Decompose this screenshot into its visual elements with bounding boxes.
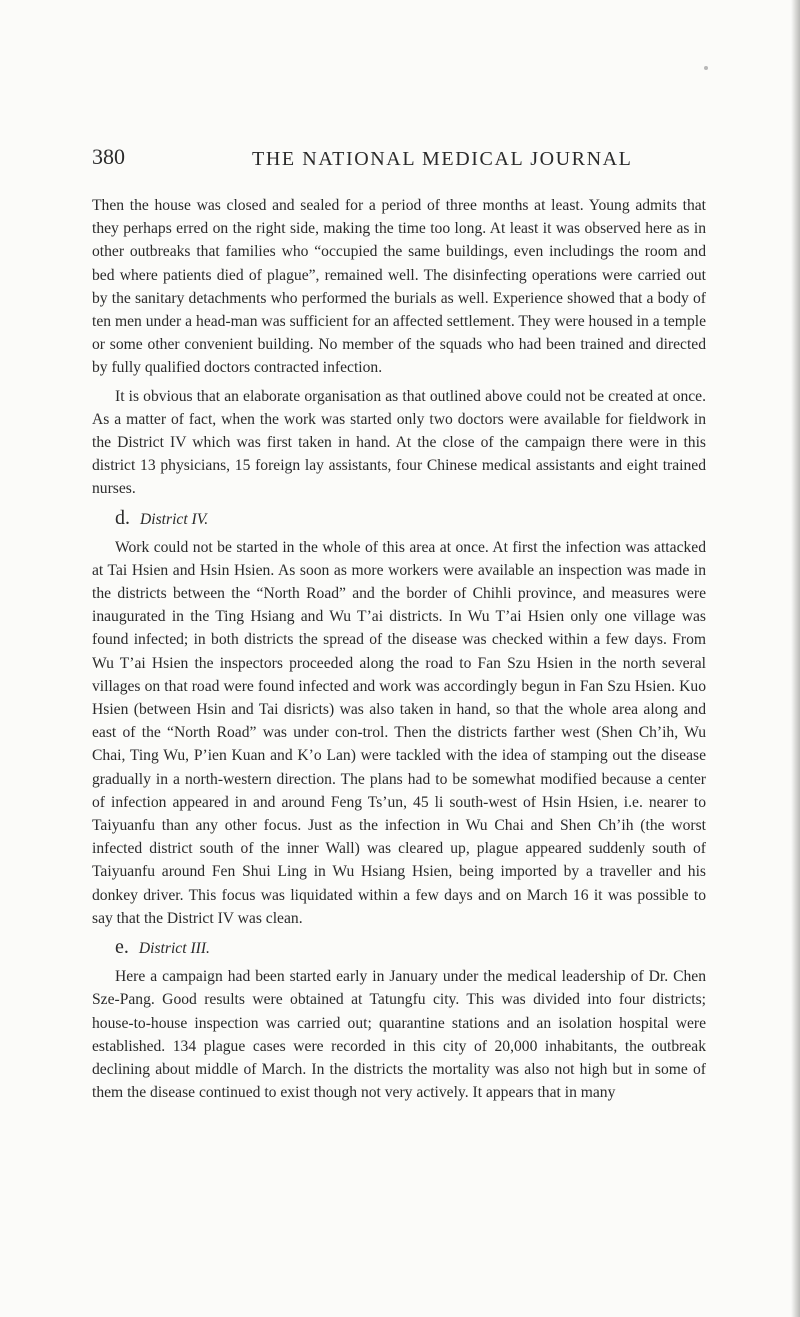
section-marker-e: e.: [115, 936, 129, 959]
article-body: [92, 194, 706, 1109]
section-title-district-iv: District IV.: [140, 510, 209, 528]
paragraph-district-iii: Here a campaign had been started early in January under the medical leadership of Dr. Chen Sze-Pang. Good results were obtained at Tatungfu city. This was divided into four districts; house-to-house inspection was carried out; quarantine stations and an isolation hospital were established. 134 plague cases were recorded in this city of 20,000 inhabitants, the outbreak declining about middle of March. In the districts the mortality was also not high but in some of them the disease continued to exist though not very actively. It appears that in many: [92, 968, 706, 1102]
page-speck: [704, 66, 708, 70]
section-heading-district-iv: [92, 506, 706, 532]
section-heading-district-iii: [92, 935, 706, 961]
page-number: 380: [92, 144, 125, 169]
running-head: THE NATIONAL MEDICAL JOURNAL: [252, 148, 633, 170]
section-marker-d: d.: [115, 506, 130, 529]
section-title-district-iii: District III.: [138, 940, 210, 958]
paragraph-district-iv: Work could not be started in the whole of this area at once. At first the infection was attacked at Tai Hsien and Hsin Hsien. As soon as more workers were available an inspection was made in the districts between the “North Road” and the border of Chihli province, and measures were inaugurated in the Ting Hsiang and Wu T’ai districts. In Wu T’ai Hsien only one village was found infected; in both districts the spread of the disease was checked within a few days. From Wu T’ai Hsien the inspectors proceeded along the road to Fan Szu Hsien in the north several villages on that road were found infected and work was accordingly begun in Fan Szu Hsien. Kuo Hsien (between Hsin and Tai disricts) was also taken in hand, so that the whole area along and east of the “North Road” was under con-trol. Then the districts farther west (Shen Ch’ih, Wu Chai, Ting Wu, P’ien Kuan and K’o Lan) were tackled with the idea of stamping out the disease gradually in a north-western direction. The plans had to be somewhat modified because a center of infection appeared in and around Feng Ts’un, 45 li south-west of Hsin Hsien, i.e. nearer to Taiyuanfu than any other focus. Just as the infection in Wu Chai and Shen Ch’ih (the worst infected district south of the inner Wall) was cleared up, plague appeared suddenly south of Taiyuanfu around Fen Shui Ling in Wu Hsiang Hsien, being imported by a traveller and his donkey driver. This focus was liquidated within a few days and on March 16 it was possible to say that the District IV was clean.: [92, 538, 706, 927]
paragraph-organisation: It is obvious that an elaborate organisation as that outlined above could not be created at once. As a matter of fact, when the work was started only two doctors were available for fieldwork in the District IV which was first taken in hand. At the close of the campaign there were in this district 13 physicians, 15 foreign lay assistants, four Chinese medical assistants and eight trained nurses.: [92, 387, 706, 498]
page-edge-shadow: [791, 0, 800, 1317]
paragraph-sealing-disinfection: Then the house was closed and sealed for a period of three months at least. Young admits that they perhaps erred on the right side, making the time too long. At least it was observed here as in other outbreaks that families who “occupied the same buildings, even includings the room and bed where patients died of plague”, remained well. The disinfecting operations were carried out by the sanitary detachments who performed the burials as well. Experience showed that a body of ten men under a head-man was sufficient for an affected settlement. They were housed in a temple or some other convenient building. No member of the squads who had been trained and directed by fully qualified doctors contracted infection.: [92, 197, 706, 377]
